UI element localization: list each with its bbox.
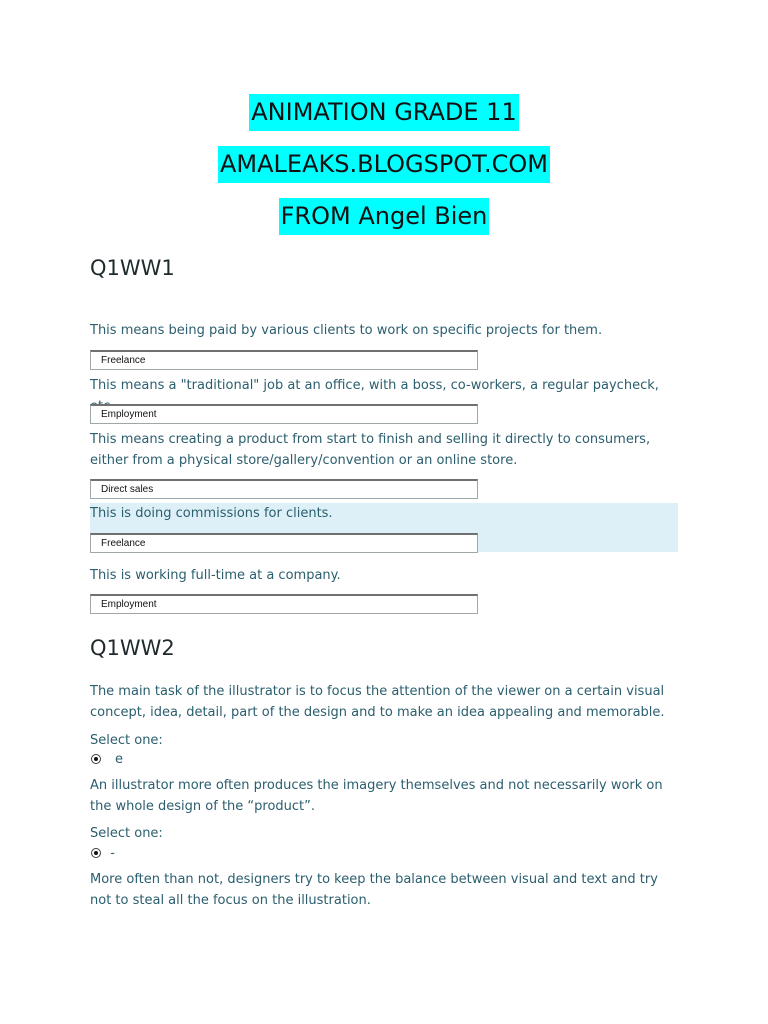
question-8: More often than not, designers try to keep the balance between visual and text and try not to steal all the focus on the illustration. (90, 872, 658, 908)
radio-selected-icon[interactable] (91, 754, 101, 764)
select-one-label-1: Select one: (90, 733, 163, 748)
question-7: An illustrator more often produces the imagery themselves and not necessarily work on the whole design of the “product”. (90, 778, 663, 814)
choice-text-1: e (115, 752, 123, 767)
answer-field-2[interactable]: Employment (90, 404, 478, 424)
question-4: This is doing commissions for clients. (90, 506, 333, 521)
question-2: This means a "traditional" job at an office, with a boss, co-workers, a regular paycheck, (90, 378, 659, 393)
select-one-label-2: Select one: (90, 826, 163, 841)
title-line-2 (0, 146, 768, 184)
question-6: The main task of the illustrator is to focus the attention of the viewer on a certain visual concept, idea, detail, part of the design and to make an idea appealing and memorable. (90, 684, 665, 720)
answer-field-5[interactable]: Employment (90, 594, 478, 614)
question-5: This is working full-time at a company. (90, 568, 341, 583)
answer-field-1[interactable]: Freelance (90, 350, 478, 370)
title-line-1 (0, 94, 768, 132)
question-3: This means creating a product from start to finish and selling it directly to consumers, either from a physical store/gallery/convention or an online store. (90, 432, 651, 468)
title-line-3 (0, 198, 768, 236)
section-heading-q1ww2: Q1WW2 (90, 636, 175, 660)
title-text-3: FROM Angel Bien (279, 198, 490, 235)
question-1: This means being paid by various clients to work on specific projects for them. (90, 323, 603, 338)
answer-field-4[interactable]: Freelance (90, 533, 478, 553)
section-heading-q1ww1: Q1WW1 (90, 256, 175, 280)
title-text-1: ANIMATION GRADE 11 (249, 94, 518, 131)
answer-field-3[interactable]: Direct sales (90, 479, 478, 499)
title-text-2: AMALEAKS.BLOGSPOT.COM (218, 146, 550, 183)
radio-selected-icon[interactable] (91, 848, 101, 858)
